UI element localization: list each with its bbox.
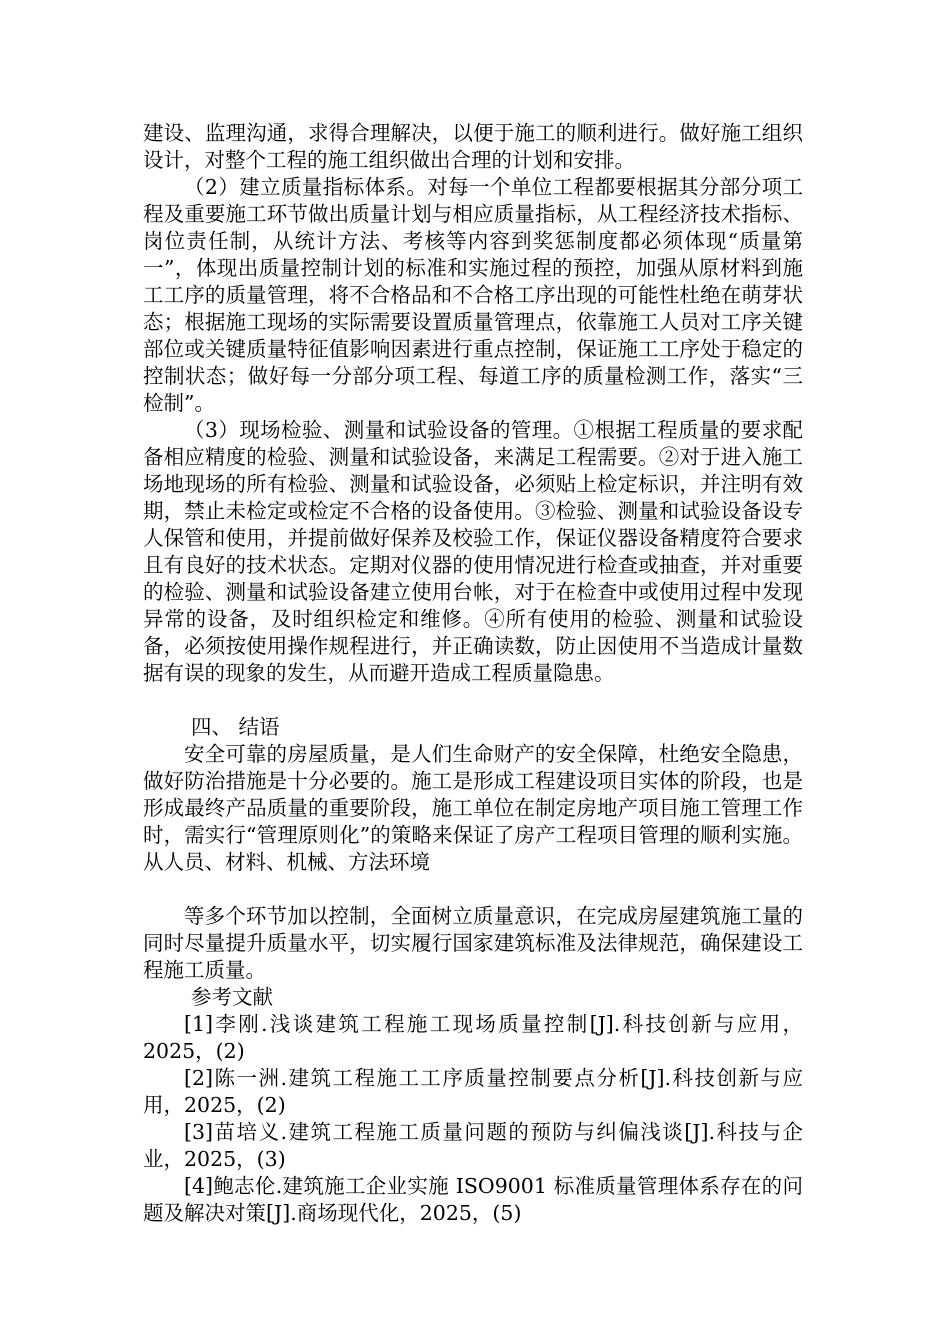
reference-item-4: [4]鲍志伦.建筑施工企业实施 ISO9001 标准质量管理体系存在的问题及解决对策[J].商场现代化，2025，(5): [143, 1174, 803, 1225]
reference-item-2: [2]陈一洲.建筑工程施工工序质量控制要点分析[J].科技创新与应用，2025，(2): [143, 1066, 803, 1117]
paragraph-quality-index-system: （2）建立质量指标体系。对每一个单位工程都要根据其分部分项工程及重要施工环节做出质量计划与相应质量指标，从工程经济技术指标、岗位责任制，从统计方法、考核等内容到奖惩制度都必须体现“质量第一”，体现出质量控制计划的标准和实施过程的预控，加强从原材料到施工工序的质量管理，将不合格品和不合格工序出现的可能性杜绝在萌芽状态；根据施工现场的实际需要设置质量管理点，依靠施工人员对工序关键部位或关键质量特征值影响因素进行重点控制，保证施工工序处于稳定的控制状态；做好每一分部分项工程、每道工序的质量检测工作，落实“三检制”。: [143, 175, 803, 415]
paragraph-conclusion-continued: 等多个环节加以控制，全面树立质量意识，在完成房屋建筑施工量的同时尽量提升质量水平，切实履行国家建筑标准及法律规范，确保建设工程施工质量。: [143, 904, 803, 982]
section-heading-conclusion: 四、 结语: [191, 715, 280, 739]
paragraph-equipment-management: （3）现场检验、测量和试验设备的管理。①根据工程质量的要求配备相应精度的检验、测量和试验设备，来满足工程需要。②对于进入施工场地现场的所有检验、测量和试验设备，必须贴上检定标识，并注明有效期，禁止未检定或检定不合格的设备使用。③检验、测量和试验设备设专人保管和使用，并提前做好保养及校验工作，保证仪器设备精度符合要求且有良好的技术状态。定期对仪器的使用情况进行检查或抽查，并对重要的检验、测量和试验设备建立使用台帐，对于在检查中或使用过程中发现异常的设备，及时组织检定和维修。④所有使用的检验、测量和试验设备，必须按使用操作规程进行，并正确读数，防止因使用不当造成计量数据有误的现象的发生，从而避开造成工程质量隐患。: [143, 418, 803, 685]
reference-item-1: [1]李刚.浅谈建筑工程施工现场质量控制[J].科技创新与应用，2025，(2): [143, 1012, 803, 1063]
document-page: [143, 120, 803, 1227]
paragraph-conclusion: 安全可靠的房屋质量，是人们生命财产的安全保障，杜绝安全隐患，做好防治措施是十分必要的。施工是形成工程建设项目实体的阶段，也是形成最终产品质量的重要阶段，施工单位在制定房地产项目施工管理工作时，需实行“管理原则化”的策略来保证了房产工程项目管理的顺利实施。从人员、材料、机械、方法环境: [143, 742, 803, 874]
paragraph-continuation: 建设、监理沟通，求得合理解决，以便于施工的顺利进行。做好施工组织设计，对整个工程的施工组织做出合理的计划和安排。: [143, 121, 803, 172]
references-title: 参考文献: [191, 985, 273, 1009]
reference-item-3: [3]苗培义.建筑工程施工质量问题的预防与纠偏浅谈[J].科技与企业，2025，(3): [143, 1120, 803, 1171]
